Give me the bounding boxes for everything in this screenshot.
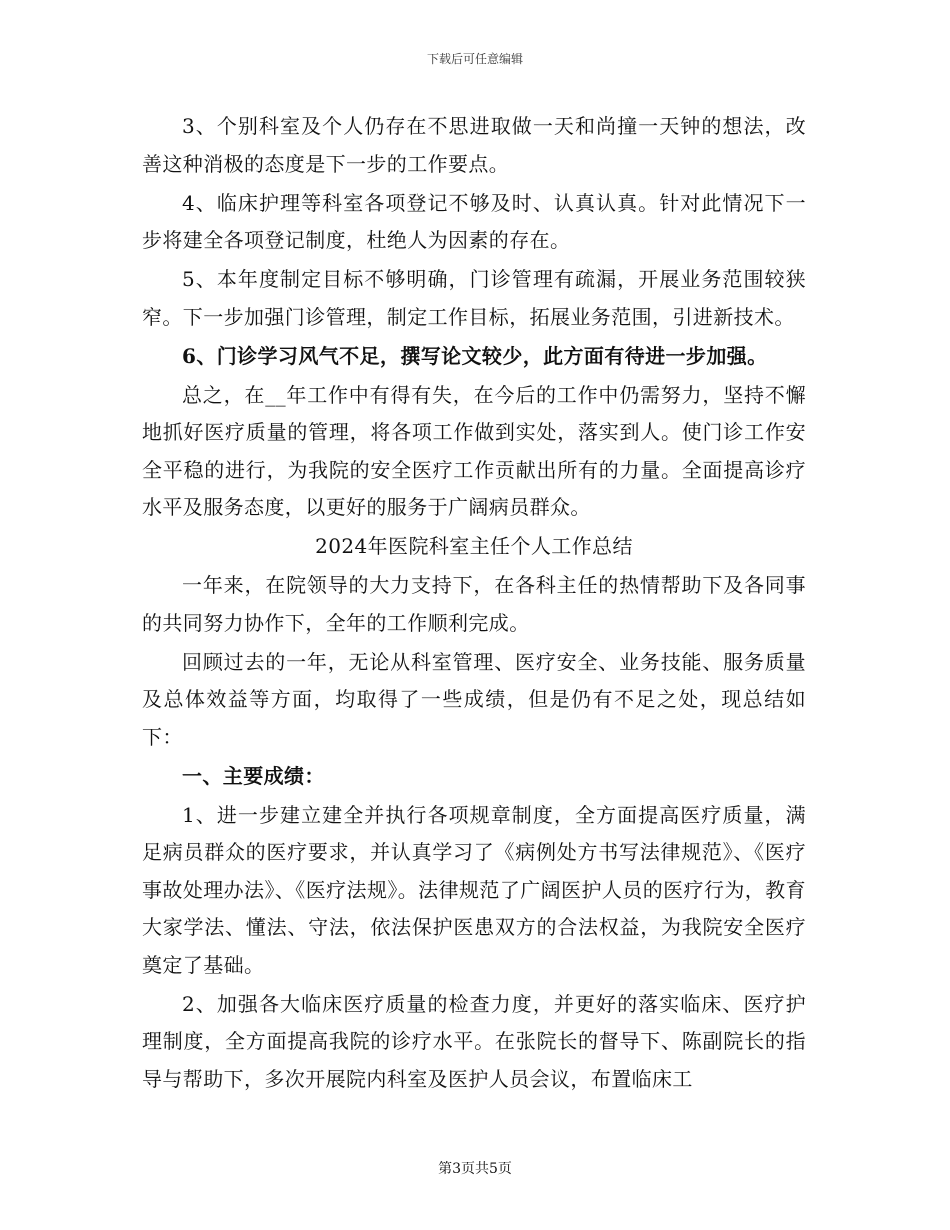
page-number: 第3页共5页 — [438, 1161, 512, 1177]
section-heading-achievements: 一、主要成绩： — [182, 763, 325, 788]
paragraph-item-6: 6、门诊学习风气不足，撰写论文较少，此方面有待进一步加强。 — [182, 343, 768, 368]
document-title: 2024年医院科室主任个人工作总结 — [315, 534, 633, 558]
paragraph-summary: 总之，在__年工作中有得有失，在今后的工作中仍需努力，坚持不懈地抓好医疗质量的管理，将各项工作做到实处，落实到人。使门诊工作安全平稳的进行，为我院的安全医疗工作贡献出所有的力量。全面提高诊疗水平及服务态度，以更好的服务于广阔病员群众。 — [142, 382, 806, 519]
paragraph-item-4: 4、临床护理等科室各项登记不够及时、认真认真。针对此情况下一步将建全各项登记制度，杜绝人为因素的存在。 — [142, 190, 806, 252]
paragraph-intro: 一年来，在院领导的大力支持下，在各科主任的热情帮助下及各同事的共同努力协作下，全年的工作顺利完成。 — [142, 573, 806, 635]
paragraph-achievement-2: 2、加强各大临床医疗质量的检查力度，并更好的落实临床、医疗护理制度，全方面提高我院的诊疗水平。在张院长的督导下、陈副院长的指导与帮助下，多次开展院内科室及医护人员会议，布置临床工 — [142, 991, 806, 1091]
paragraph-achievement-1: 1、进一步建立建全并执行各项规章制度，全方面提高医疗质量，满足病员群众的医疗要求，并认真学习了《病例处方书写法律规范》、《医疗事故处理办法》、《医疗法规》。法律规范了广阔医护人员的医疗行为，教育大家学法、懂法、守法，依法保护医患双方的合法权益，为我院安全医疗奠定了基础。 — [142, 802, 806, 977]
page-header: 下载后可任意编辑 — [426, 52, 523, 66]
document-body — [142, 108, 806, 1100]
paragraph-item-3: 3、个别科室及个人仍存在不思进取做一天和尚撞一天钟的想法，改善这种消极的态度是下一步的工作要点。 — [142, 114, 806, 176]
paragraph-review: 回顾过去的一年，无论从科室管理、医疗安全、业务技能、服务质量及总体效益等方面，均取得了一些成绩，但是仍有不足之处，现总结如下： — [142, 649, 806, 749]
paragraph-item-5: 5、本年度制定目标不够明确，门诊管理有疏漏，开展业务范围较狭窄。下一步加强门诊管理，制定工作目标，拓展业务范围，引进新技术。 — [142, 267, 806, 329]
